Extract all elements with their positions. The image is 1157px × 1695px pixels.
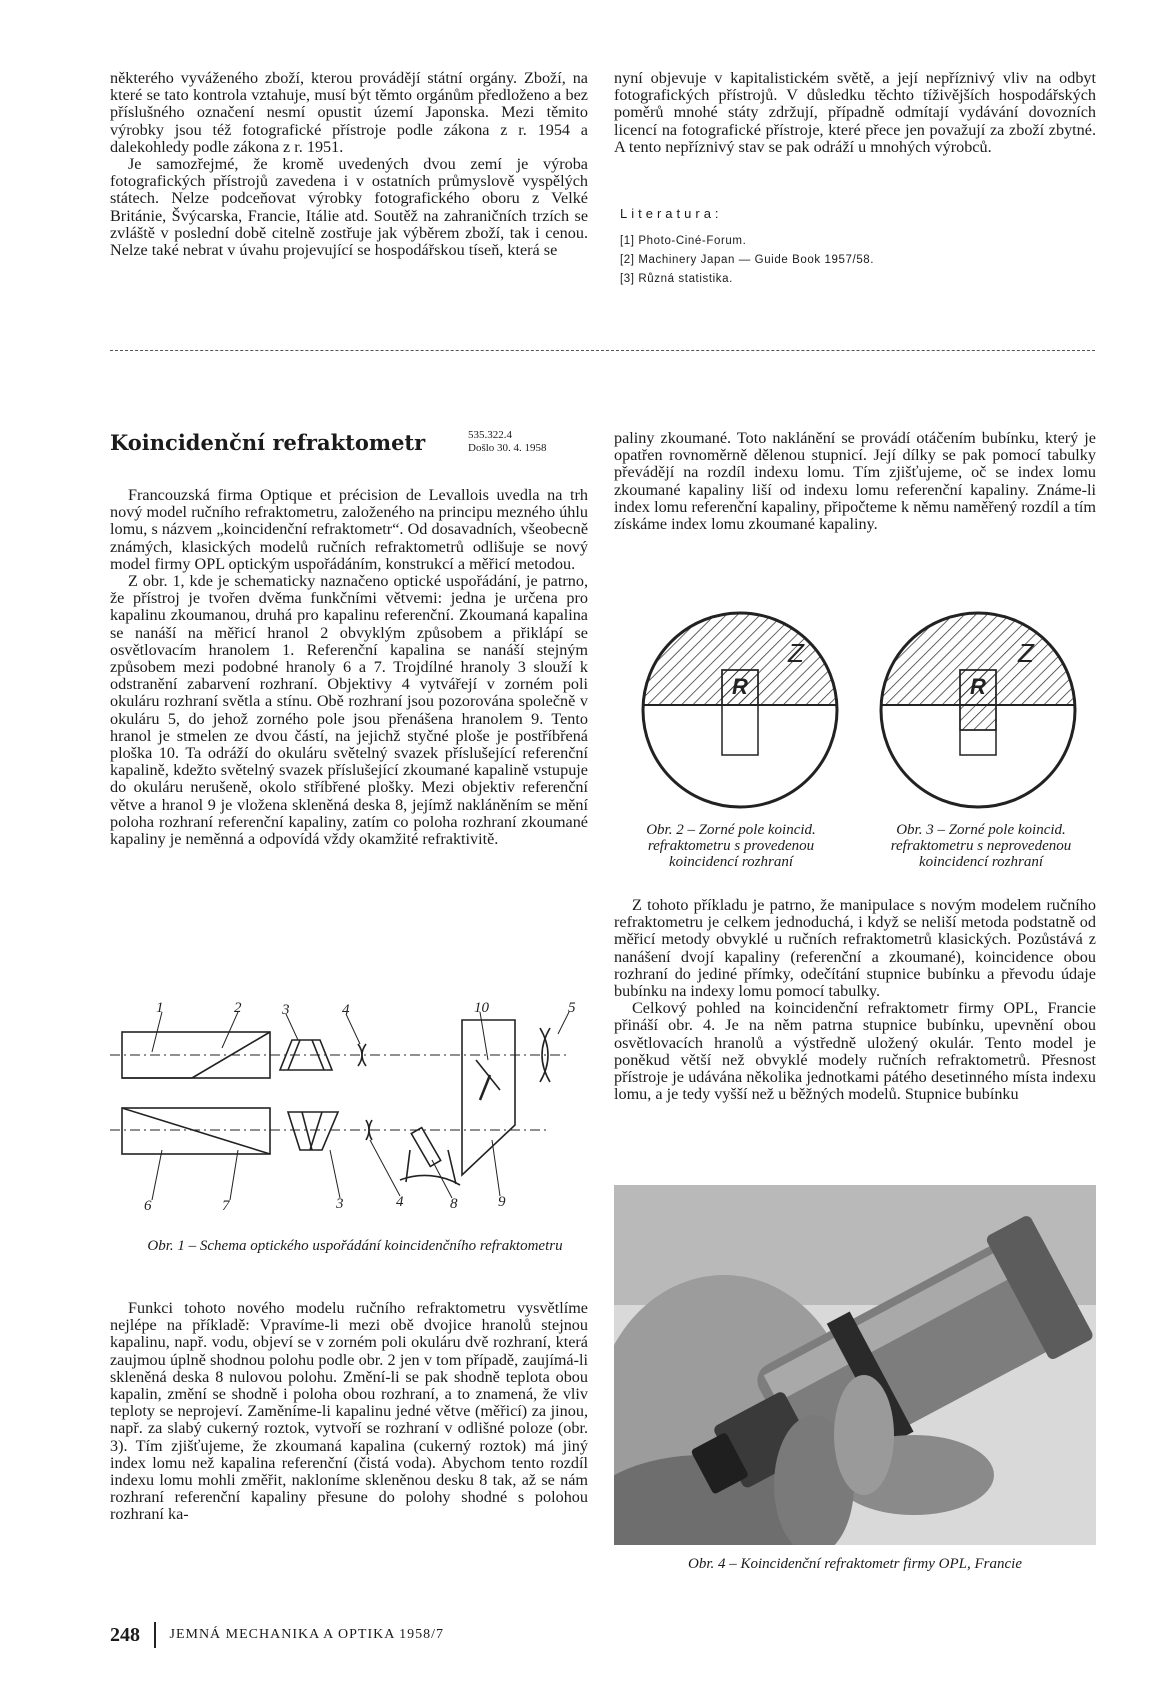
literature-list xyxy=(620,232,1090,289)
diagram-label: 9 xyxy=(498,1194,506,1210)
diagram-label: 4 xyxy=(342,1002,350,1018)
diagram-label: 4 xyxy=(396,1194,404,1210)
top-right-column xyxy=(614,70,1096,156)
optical-scheme-diagram xyxy=(110,1000,588,1210)
figure-3 xyxy=(878,610,1078,810)
article-right-column-upper xyxy=(614,430,1096,533)
diagram-label: 2 xyxy=(234,1000,242,1016)
figure-4-photo xyxy=(614,1185,1096,1545)
top-left-column xyxy=(110,70,588,259)
udc-code xyxy=(468,429,547,455)
paragraph: některého vyváženého zboží, kterou provádějí státní orgány. Zboží, na které se tato kontrola vztahuje, musí být těmto orgánům předloženo a bez příslušného označení nesmí opustit území Japonska. Mezi těmito výrobky jsou též fotografické přístroje podle zákona z r. 1954 a dalekohledy podle zákona z r. 1951. xyxy=(110,69,588,156)
diagram-label: 3 xyxy=(282,1002,290,1018)
diagram-label: 10 xyxy=(474,1000,489,1016)
diagram-label: 7 xyxy=(222,1198,230,1210)
figure-1-caption: Obr. 1 – Schema optického uspořádání koincidenčního refraktometru xyxy=(147,1238,563,1254)
paragraph: Funkci tohoto nového modelu ručního refraktometru vysvětlíme nejlépe na příkladě: Vpravíme-li mezi obě dvojice hranolů stejnou kapalinu, např. vodu, objeví se v zorném poli okuláru dvě rozhraní, která zaujmou úplně shodnou polohu podle obr. 2 jen v tom případě, zaujímá-li skleněná deska 8 nulovou polohu. Změní-li se pak shodně teplota obou kapalin, změní se shodně i poloha obou rozhraní, a to znamená, že vliv teploty se neprojeví. Zaměníme-li kapalinu jedné větve (měřicí) za jinou, např. za slabý cukerný roztok, vytvoří se rozhraní v odlišné poloze (obr. 3). Tím zjišťujeme, že zkoumaná kapalina (cukerný roztok) má jiný index lomu než kapalina referenční (čistá voda). Abychom tento rozdíl indexu lomu mohli změřit, nakloníme skleněnou desku 8 tak, až se nám rozhraní referenční kapaliny přesune do polohy shodné s polohou rozhraní ka- xyxy=(110,1299,588,1524)
page-number: 248 xyxy=(110,1623,140,1646)
figure-1 xyxy=(110,1000,588,1210)
label-r: R xyxy=(970,674,986,699)
figure-4-caption: Obr. 4 – Koincidenční refraktometr firmy OPL, Francie xyxy=(688,1556,1022,1572)
label-r: R xyxy=(732,674,748,699)
paragraph: Celkový pohled na koincidenční refraktometr firmy OPL, Francie přináší obr. 4. Je na něm patrna stupnice bubínku, upevnění obou osvětlovacích hranolů a výstředně uložený okulár. Tento model je poněkud větší než obvyklé modely ručních refraktometrů. Přesnost přístroje je udávána několika jednotkami pátého desetinného místa indexu lomu, a je tedy vyšší než u běžných modelů. Stupnice bubínku xyxy=(614,999,1096,1104)
paragraph: Francouzská firma Optique et précision de Levallois uvedla na trh nový model ručního refraktometru, založeného na principu mezného úhlu lomu, s názvem „koincidenční refraktometr“. Od dosavadních, všeobecně známých, klasických modelů ručních refraktometrů odlišuje se nový model firmy OPL optickým uspořádáním, konstrukcí a měřicí metodou. xyxy=(110,486,588,573)
refractometer-photo xyxy=(614,1185,1096,1545)
section-divider xyxy=(110,350,1095,351)
diagram-label: 1 xyxy=(156,1000,164,1016)
label-z: Z xyxy=(788,638,804,668)
literature-item: [1] Photo-Ciné-Forum. xyxy=(620,235,747,247)
diagram-label: 3 xyxy=(336,1196,344,1210)
article-right-column-middle xyxy=(614,897,1096,1103)
paragraph: Z obr. 1, kde je schematicky naznačeno optické uspořádání, je patrno, že přístroj je tvořen dvěma funkčními větvemi: jedna je určena pro kapalinu zkoumanou, druhá pro kapalinu referenční. Zkoumaná kapalina se nanáší na měřicí hranol 2 obvyklým způsobem a přiklápí se osvětlovacím hranolem 1. Referenční kapalina se nanáší stejným způsobem mezi podobné hranoly 6 a 7. Trojdílné hranoly 3 slouží k odstranění zabarvení rozhraní. Objektivy 4 vytvářejí v zorném poli okuláru rozhraní světla a stínu. Obě rozhraní jsou pozorována společně v okuláru 5, do jehož zorného pole jsou přenášena hranolem 9. Tento hranol je stmelen ze dvou částí, na jejichž styčné ploše je postříbřená ploška 10. Ta odráží do okuláru světelný svazek příslušející referenční kapalině, kdežto světelný svazek příslušející zkoumané kapalině vstupuje do okuláru nerušeně, okolo stříbřené plošky. Mezi objektiv referenční větve a hranol 9 je vložena skleněná deska 8, jejímž nakláněním se mění poloha rozhraní referenční kapaliny, zatím co poloha rozhraní zkoumané kapaliny je neměnná a odpovídá vždy okamžité refraktivitě. xyxy=(110,572,588,849)
field-of-view-not-coincided xyxy=(878,610,1078,810)
diagram-label: 6 xyxy=(144,1198,152,1210)
literature-item: [2] Machinery Japan — Guide Book 1957/58. xyxy=(620,254,875,266)
figure-3-caption: Obr. 3 – Zorné pole koincid. refraktometru s neprovedenou koincidencí rozhraní xyxy=(890,822,1072,870)
article-left-column-lower xyxy=(110,1300,588,1524)
article-left-column-upper xyxy=(110,487,588,848)
diagram-label: 8 xyxy=(450,1196,458,1210)
paragraph: Je samozřejmé, že kromě uvedených dvou zemí je výroba fotografických přístrojů zavedena i v ostatních průmyslově vyspělých státech. Nelze podceňovat výrobky fotografického oboru z Velké Británie, Švýcarska, Francie, Itálie atd. Soutěž na zahraničních trzích se zvláště v poslední době citelně zostřuje jak výběrem zboží, tak i cenou. Nelze také nebrat v úvahu projevující se hospodářskou tíseň, která se xyxy=(110,155,588,260)
paragraph: paliny zkoumané. Toto naklánění se provádí otáčením bubínku, který je opatřen rovnoměrně dělenou stupnicí. Její dílky se pak pomocí tabulky převádějí na rozdíl indexu lomu. Tím zjišťujeme, oč se index lomu zkoumané kapaliny liší od indexu lomu referenční kapaliny. Známe-li index lomu referenční kapaliny, připočteme k němu naměřený rozdíl a tím získáme index lomu zkoumané kapaliny. xyxy=(614,429,1096,534)
footer xyxy=(110,1620,444,1650)
literature-item: [3] Různá statistika. xyxy=(620,273,733,285)
literature-heading: Literatura: xyxy=(620,206,723,221)
field-of-view-coincided xyxy=(640,610,840,810)
figure-2 xyxy=(640,610,840,810)
article-title: Koincidenční refraktometr xyxy=(110,430,426,455)
diagram-label: 5 xyxy=(568,1000,576,1016)
footer-separator xyxy=(154,1622,156,1648)
label-z: Z xyxy=(1018,638,1034,668)
udc-number: 535.322.4 xyxy=(468,429,512,441)
paragraph: nyní objevuje v kapitalistickém světě, a její nepříznivý vliv na odbyt fotografických přístrojů. V důsledku těchto tíživějších hospodářských poměrů mnohé státy zdržují, případně odmítají vydávání dovozních licencí na fotografické přístroje, které přece jen považují za zboží zbytné. A tento nepříznivý stav se pak odráží u mnohých výrobců. xyxy=(614,69,1096,156)
journal-name: JEMNÁ MECHANIKA A OPTIKA 1958/7 xyxy=(169,1627,444,1642)
paragraph: Z tohoto příkladu je patrno, že manipulace s novým modelem ručního refraktometru je celkem jednoduchá, i když se neliší metoda podstatně od měřicí metody obvyklé u ručních refraktometrů klasických. Pozůstává z nanášení dvojí kapaliny (referenční a zkoumané), koincidence obou rozhraní do jediné přímky, odečítání stupnice bubínku a převodu údaje bubínku na indexy lomu pomocí tabulky. xyxy=(614,896,1096,1001)
received-date: Došlo 30. 4. 1958 xyxy=(468,442,547,454)
figure-2-caption: Obr. 2 – Zorné pole koincid. refraktometru s provedenou koincidencí rozhraní xyxy=(646,822,816,870)
